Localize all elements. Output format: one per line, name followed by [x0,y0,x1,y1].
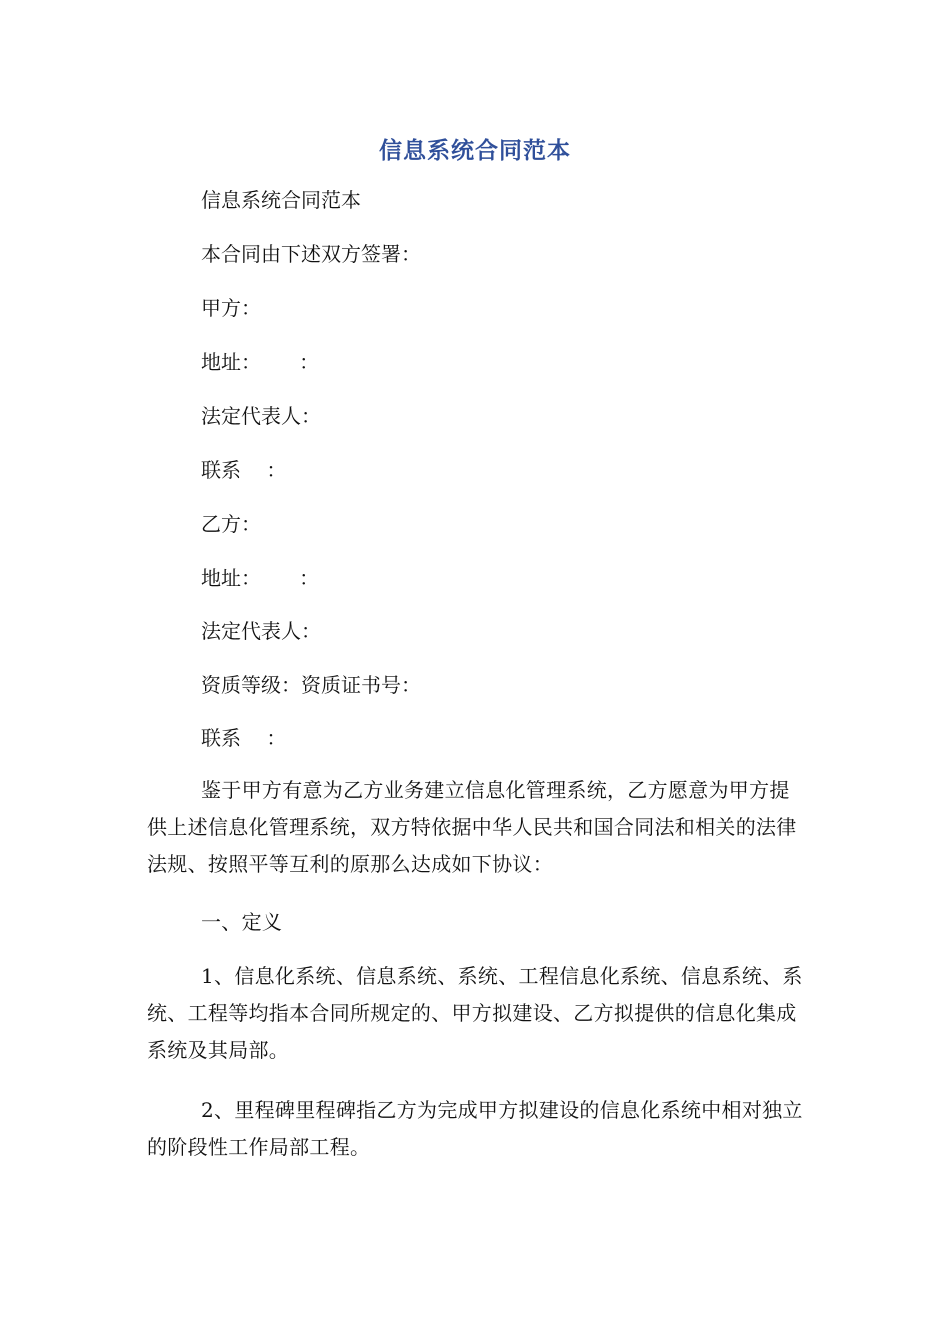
header-line-party-b-address: 地址： ： [201,566,320,590]
paragraph-section-heading: 一、定义 [201,910,283,934]
paragraph-definition-1: 1、信息化系统、信息系统、系统、工程信息化系统、信息系统、系统、工程等均指本合同所规定的、甲方拟建设、乙方拟提供的信息化集成系统及其局部。 [147,964,803,1062]
document-title: 信息系统合同范本 [379,138,571,164]
header-line-intro: 本合同由下述双方签署： [201,242,421,266]
header-line-party-a-legal-rep: 法定代表人： [201,404,321,428]
header-line-party-a-contact: 联系 ： [201,458,287,482]
header-line-party-b: 乙方： [201,512,261,536]
paragraph-definition-2: 2、里程碑里程碑指乙方为完成甲方拟建设的信息化系统中相对独立的阶段性工作局部工程。 [147,1098,803,1159]
header-line-subtitle: 信息系统合同范本 [201,188,361,212]
header-line-party-a-address: 地址： ： [201,350,320,374]
header-line-party-a: 甲方： [201,296,261,320]
header-line-party-b-contact: 联系 ： [201,726,287,750]
paragraph-preamble: 鉴于甲方有意为乙方业务建立信息化管理系统，乙方愿意为甲方提供上述信息化管理系统，双方特依据中华人民共和国合同法和相关的法律法规、按照平等互利的原那么达成如下协议： [147,778,797,876]
header-line-party-b-legal-rep: 法定代表人： [201,619,321,643]
header-line-party-b-qualification: 资质等级：资质证书号： [201,673,421,697]
